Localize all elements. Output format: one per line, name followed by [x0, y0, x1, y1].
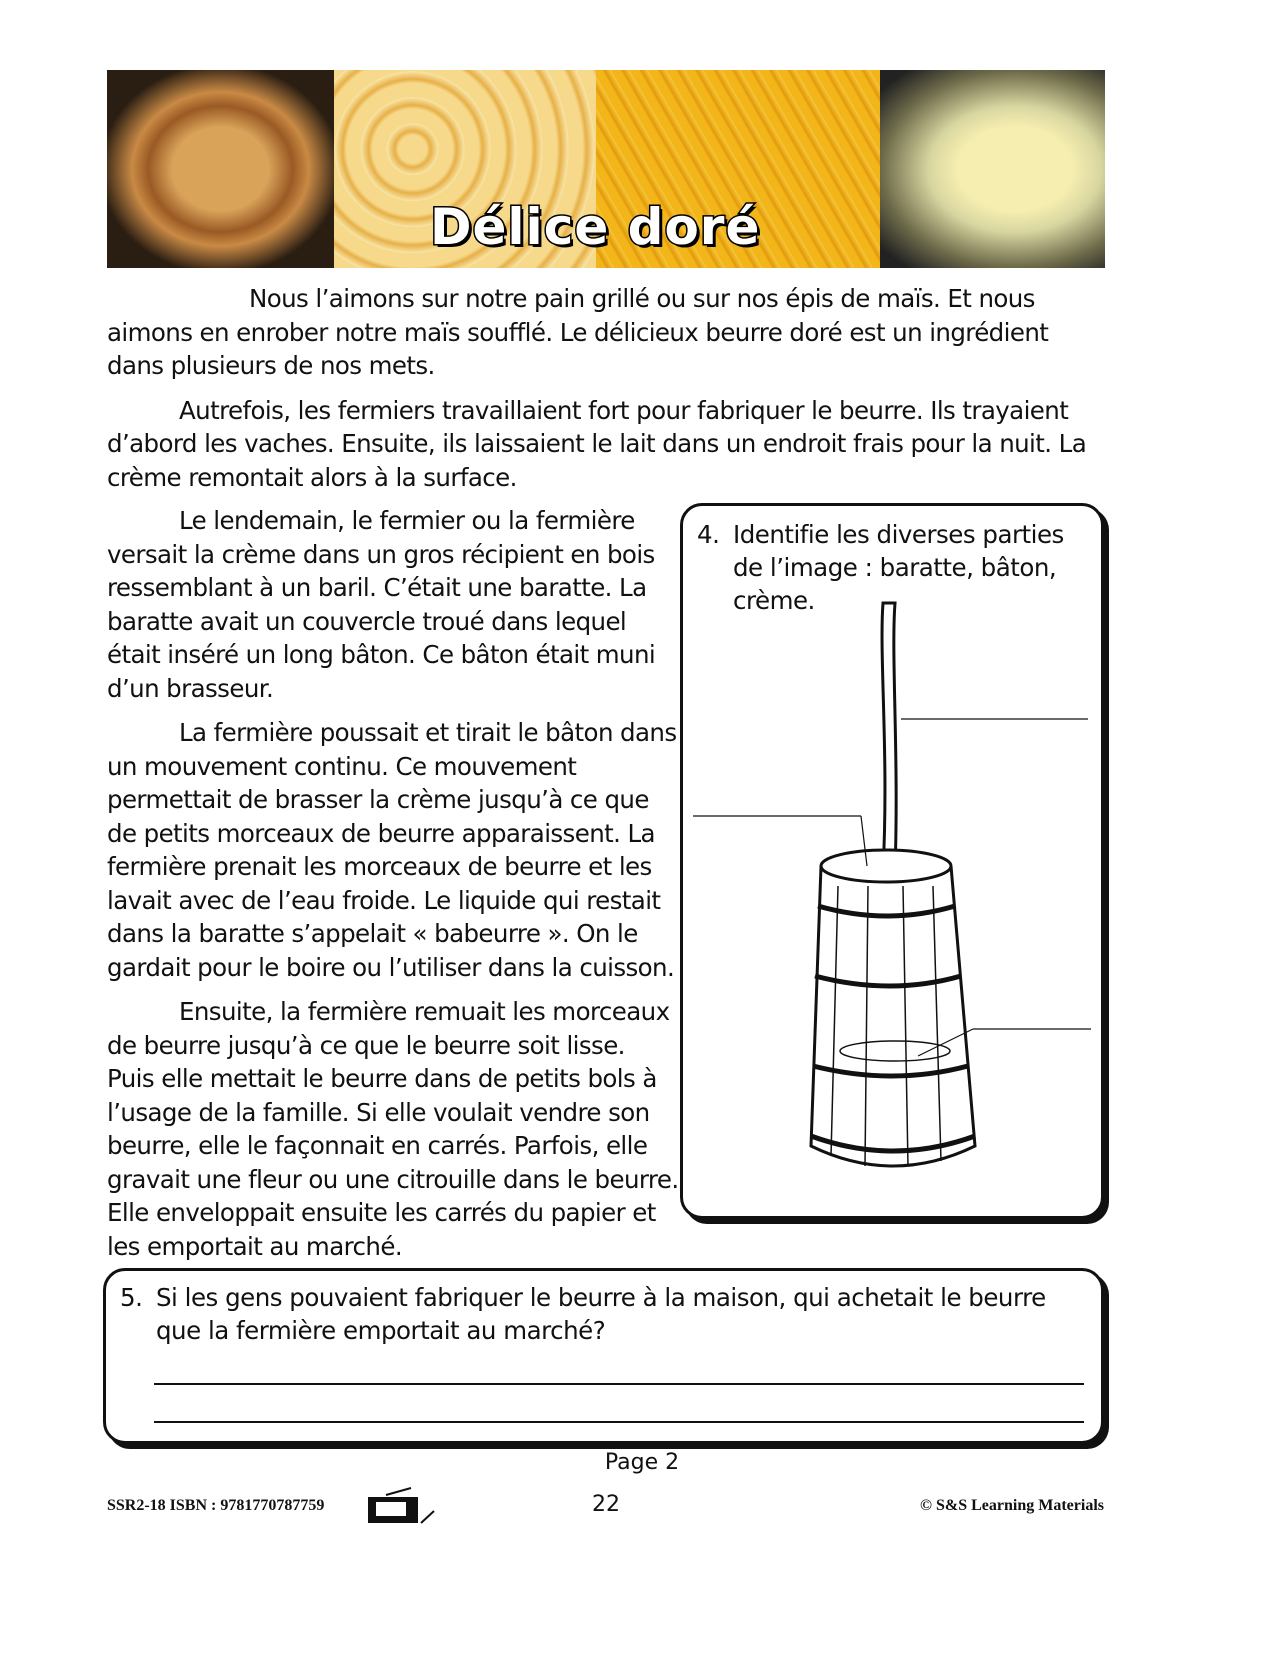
answer-line[interactable]: [154, 1421, 1084, 1423]
paragraph: Autrefois, les fermiers travaillaient fort pour fabriquer le beurre. Ils trayaient d’abord les vaches. Ensuite, ils laissaient le lait dans un endroit frais pour la nuit. La crème remontait alors à la surface.: [107, 395, 1087, 492]
question-4-box: [680, 503, 1104, 1219]
answer-line[interactable]: [154, 1383, 1084, 1385]
question-number: 4.: [697, 520, 720, 549]
printer-icon: [366, 1487, 438, 1525]
question-5-box: [103, 1268, 1104, 1444]
question-text: Identifie les diverses parties de l’image : baratte, bâton, crème.: [733, 520, 1064, 615]
paragraph: La fermière poussait et tirait le bâton dans un mouvement continu. Ce mouvement permettait de brasser la crème jusqu’à ce que de petits morceaux de beurre apparaissent. La fermière prenait les morceaux de beurre et les lavait avec de l’eau froide. Le liquide qui restait dans la baratte s’appelait « babeurre ». On le gardait pour le boire ou l’utiliser dans la cuisson.: [107, 718, 677, 982]
butter-churn-illustration: [683, 506, 1101, 1216]
paragraph: Ensuite, la fermière remuait les morceaux de beurre jusqu’à ce que le beurre soit lisse. Puis elle mettait le beurre dans de petits bols à l’usage de la famille. Si elle voulait vendre son beurre, elle le façonnait en carrés. Parfois, elle gravait une fleur ou une citrouille dans le beurre. Elle enveloppait ensuite les carrés du papier et les emportait au marché.: [107, 997, 679, 1261]
paragraph: Le lendemain, le fermier ou la fermière versait la crème dans un gros récipient en bois ressemblant à un baril. C’était une baratte. La baratte avait un couvercle troué dans lequel était inséré un long bâton. Ce bâton était muni d’un brasseur.: [107, 506, 656, 703]
intro-text: [107, 282, 1107, 505]
pancakes-image: [107, 70, 334, 268]
paragraph: Nous l’aimons sur notre pain grillé ou sur nos épis de maïs. Et nous aimons en enrober notre maïs soufflé. Le délicieux beurre doré est un ingrédient dans plusieurs de nos mets.: [107, 284, 1049, 380]
footer-isbn: SSR2-18 ISBN : 9781770787759: [107, 1497, 325, 1514]
question-5: [120, 1281, 1070, 1347]
page-label: Page 2: [604, 1450, 680, 1475]
question-text: Si les gens pouvaient fabriquer le beurre à la maison, qui achetait le beurre que la fermière emportait au marché?: [156, 1283, 1046, 1345]
column-text: [107, 504, 679, 1274]
footer-copyright: © S&S Learning Materials: [920, 1497, 1104, 1514]
page-number: 22: [592, 1492, 620, 1517]
question-number: 5.: [120, 1283, 143, 1312]
page-title: Délice doré: [430, 198, 761, 256]
butter-image: [880, 70, 1105, 268]
